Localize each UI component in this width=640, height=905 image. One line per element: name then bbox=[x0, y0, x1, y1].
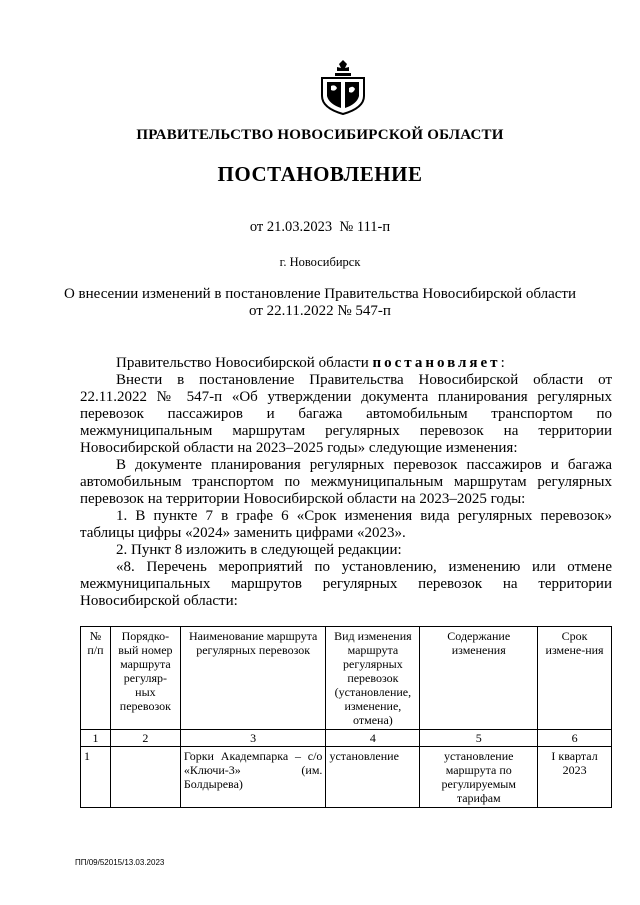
paragraph-1: Внести в постановление Правительства Новосибирской области от 22.11.2022 № 547-п «Об утверждении документа планирования регулярных перевозок пассажиров и багажа автомобильным транспортом по межмуниципальным маршрутам регулярных перевозок на территории Новосибирской области на 2023–2025 годы» следующие изменения: bbox=[80, 372, 612, 456]
column-number: 5 bbox=[420, 730, 538, 747]
paragraph-5: «8. Перечень мероприятий по установлению, изменению или отмене межмуниципальных маршрутов регулярных перевозок на территории Новосибирской области: bbox=[80, 559, 612, 609]
table-header-cell: Срок измене-ния bbox=[538, 627, 612, 730]
document-title-line-2: от 22.11.2022 № 547-п bbox=[249, 303, 391, 319]
table-header-cell: Содержание изменения bbox=[420, 627, 538, 730]
table-cell: I квартал 2023 bbox=[538, 747, 612, 808]
document-type: ПОСТАНОВЛЕНИЕ bbox=[217, 162, 423, 186]
column-number: 2 bbox=[110, 730, 180, 747]
table-cell: установление bbox=[326, 747, 420, 808]
table-column-numbers-row bbox=[81, 730, 612, 747]
document-footer-code: ПП/09/52015/13.03.2023 bbox=[75, 858, 165, 867]
paragraph-3: 1. В пункте 7 в графе 6 «Срок изменения вида регулярных перевозок» таблицы цифры «2024» заменить цифрами «2023». bbox=[80, 508, 612, 541]
table-header-cell: Вид изменения маршрута регулярных перевозок (установление, изменение, отмена) bbox=[326, 627, 420, 730]
table-header-row bbox=[81, 627, 612, 730]
table-cell bbox=[110, 747, 180, 808]
intro-decree-word: постановляет bbox=[372, 355, 501, 371]
table-header-cell: Наименование маршрута регулярных перевозок bbox=[180, 627, 326, 730]
column-number: 4 bbox=[326, 730, 420, 747]
document-body bbox=[80, 355, 612, 610]
intro-suffix: : bbox=[500, 355, 505, 371]
table-row bbox=[81, 747, 612, 808]
coat-of-arms-icon bbox=[319, 58, 367, 116]
table-cell: установление маршрута по регулируемым тарифам bbox=[420, 747, 538, 808]
document-city: г. Новосибирск bbox=[279, 255, 361, 269]
measures-table bbox=[80, 626, 612, 808]
column-number: 3 bbox=[180, 730, 326, 747]
column-number: 6 bbox=[538, 730, 612, 747]
intro-paragraph bbox=[80, 355, 612, 372]
organization-name: ПРАВИТЕЛЬСТВО НОВОСИБИРСКОЙ ОБЛАСТИ bbox=[136, 127, 504, 143]
table-cell: Горки Академпарка – с/о «Ключи-3» (им. Болдырева) bbox=[180, 747, 326, 808]
paragraph-2: В документе планирования регулярных перевозок пассажиров и багажа автомобильным транспортом по межмуниципальным маршрутам регулярных перевозок на территории Новосибирской области на 2023–2025 годы: bbox=[80, 457, 612, 507]
paragraph-4: 2. Пункт 8 изложить в следующей редакции: bbox=[116, 542, 402, 558]
intro-prefix: Правительство Новосибирской области bbox=[116, 355, 373, 371]
table-cell: 1 bbox=[81, 747, 111, 808]
table-header-cell: Порядко-вый номер маршрута регуляр-ных перевозок bbox=[110, 627, 180, 730]
column-number: 1 bbox=[81, 730, 111, 747]
document-title-line-1: О внесении изменений в постановление Правительства Новосибирской области bbox=[63, 286, 577, 302]
table-header-cell: № п/п bbox=[81, 627, 111, 730]
document-date-number: от 21.03.2023 № 111-п bbox=[249, 219, 391, 235]
